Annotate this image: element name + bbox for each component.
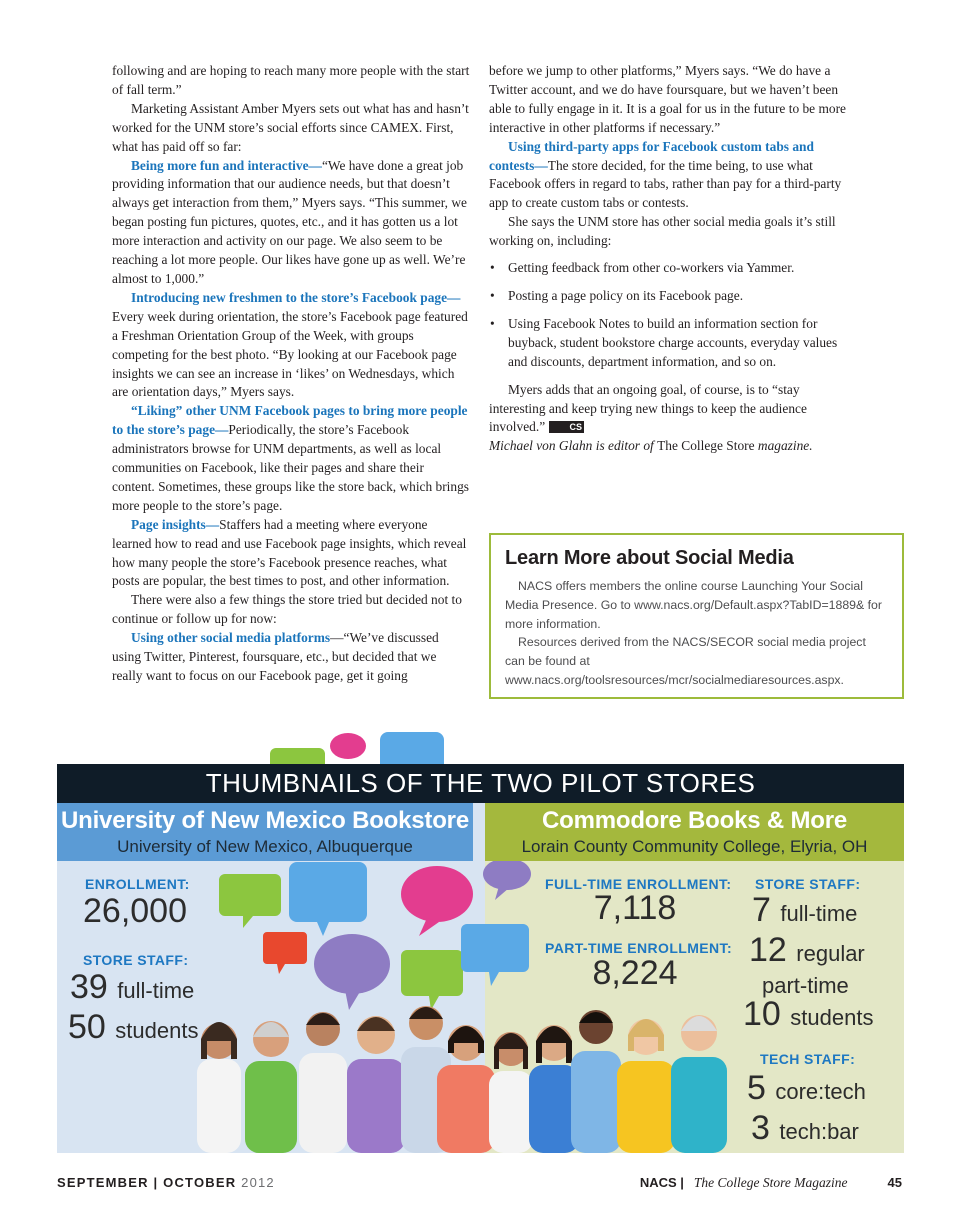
staff-students: 10 students [743, 995, 874, 1033]
paragraph: before we jump to other platforms,” Myers says. “We do have a Twitter account, and we do have foursquare, but we haven’t been able to fully engage in it. It is a goal for us in the future to be more interactive in other platforms if necessary.” [489, 63, 846, 135]
section-heading: Page insights— [131, 516, 220, 532]
enrollment-value: 26,000 [83, 892, 187, 930]
section-body: “We have done a great job providing information that our audience needs, but that doesn’t always get interaction from them,” Myers says. “This summer, we began posting fun pictures, quotes, etc., and it has gotten us a lot more interaction and activity on our page. We also seem to be reaching a lot more people. Our likes have gone up as well. We’re almost to 1,000.” [112, 157, 467, 286]
person-figure [197, 1022, 241, 1153]
section-heading: “Liking” other UNM Facebook pages to bring more people to the store’s page— [112, 403, 468, 438]
person-figure [245, 1021, 297, 1153]
section-heading: Using third-party apps for Facebook custom tabs and contests— [489, 138, 814, 173]
section-body: Staffers had a meeting where everyone learned how to read and use Facebook page insights, which reveal how many people the store’s Facebook presence reaches, what posts are popular, the best times to post, and other information. [112, 516, 467, 589]
staff-regular-parttime: 12 regular [749, 931, 865, 969]
sidebar-paragraph: NACS offers members the online course Launching Your Social Media Presence. Go to www.nacs.org/Default.aspx?TabID=1889& for more information. [505, 579, 882, 631]
parttime-enrollment-label: PART-TIME ENROLLMENT: [545, 940, 733, 956]
tech-bar: 3 tech:bar [751, 1109, 859, 1147]
speech-bubble-icon [401, 866, 473, 922]
learn-more-sidebar [489, 533, 904, 699]
store-header-commodore [485, 803, 904, 861]
tech-staff-label: TECH STAFF: [760, 1051, 856, 1067]
footer-publication [640, 1175, 902, 1191]
store-location: University of New Mexico, Albuquerque [117, 837, 413, 856]
staff-parttime-line: part-time [762, 973, 849, 998]
enrollment-label: ENROLLMENT: [85, 876, 190, 892]
page-number: 45 [887, 1175, 902, 1190]
paragraph: following and are hoping to reach many more people with the start of fall term.” [112, 63, 470, 97]
infographic-title: THUMBNAILS OF THE TWO PILOT STORES [57, 764, 904, 803]
store-staff-label: STORE STAFF: [755, 876, 861, 892]
speech-bubble-icon [289, 862, 367, 936]
list-item: • Posting a page policy on its Facebook page. [489, 287, 851, 306]
speech-bubble-icon [330, 733, 366, 759]
sidebar-paragraph: Resources derived from the NACS/SECOR social media project can be found at www.nacs.org/toolsresources/mcr/socialmediaresources.aspx. [505, 635, 866, 687]
store-name: Commodore Books & More [542, 807, 847, 834]
goals-list [489, 259, 851, 372]
speech-bubble-icon [461, 924, 529, 986]
section-paragraph [112, 402, 470, 515]
person-figure [347, 1016, 405, 1153]
list-item: • Getting feedback from other co-workers via Yammer. [489, 259, 851, 278]
speech-bubble-icon [219, 874, 281, 928]
footer-nacs: NACS | [639, 1175, 684, 1190]
person-figure [489, 1032, 533, 1153]
tech-core: 5 core:tech [747, 1069, 866, 1107]
section-body: The store decided, for the time being, to use what Facebook offers in regard to tabs, rather than pay for a third-party app to create custom tabs or contests. [489, 157, 842, 211]
speech-bubble-icon [477, 856, 537, 906]
speech-bubble-icon [314, 934, 390, 994]
section-heading: Being more fun and interactive— [131, 157, 322, 173]
paragraph: Myers adds that an ongoing goal, of course, is to “stay interesting and keep trying new things to keep the audience involved.” CS [489, 381, 807, 435]
bullet-icon: • [490, 287, 495, 303]
footer-issue-date: SEPTEMBER | OCTOBER 2012 [57, 1175, 275, 1190]
fulltime-enrollment-label: FULL-TIME ENROLLMENT: [545, 876, 732, 892]
section-heading: Using other social media platforms [131, 630, 331, 646]
end-mark-icon: CS [549, 421, 585, 433]
staff-fulltime: 7 full-time [752, 891, 858, 929]
paragraph: There were also a few things the store tried but decided not to continue or follow up for now: [112, 592, 462, 627]
pilot-stores-infographic [57, 764, 904, 1153]
article-left-column [112, 62, 470, 686]
store-location: Lorain County Community College, Elyria, OH [521, 837, 868, 856]
footer-magazine-name: The College Store Magazine [693, 1175, 848, 1190]
byline: Michael von Glahn is editor of The College Store magazine. [489, 438, 813, 454]
store-staff-label: STORE STAFF: [83, 952, 189, 968]
list-item: • Using Facebook Notes to build an information section for buyback, student bookstore charge accounts, everyday values and discounts, department information, and so on. [490, 315, 838, 369]
group-of-students-photo [187, 999, 747, 1153]
speech-bubble-icon [263, 932, 307, 974]
store-header-unm [57, 803, 473, 861]
section-body: —“We’ve discussed using Twitter, Pinterest, foursquare, etc., but decided that we really want to focus on our Facebook page, get it going [112, 630, 439, 683]
sidebar-title: Learn More about Social Media [505, 547, 794, 569]
staff-fulltime: 39 full-time [70, 968, 195, 1006]
parttime-enrollment-value: 8,224 [592, 954, 678, 992]
person-figure [437, 1025, 495, 1153]
person-figure [571, 1010, 621, 1153]
article-right-column [489, 62, 851, 456]
section-paragraph [112, 516, 470, 592]
section-paragraph [112, 157, 470, 289]
speech-bubble-icon [380, 732, 444, 768]
staff-students: 50 students [68, 1008, 199, 1046]
section-body: Periodically, the store’s Facebook administrators browse for UNM departments, as well as local communities on Facebook, like their pages and share their content. Sometimes, these groups like the store back, which brings more people to the store’s page. [112, 422, 470, 513]
paragraph: Marketing Assistant Amber Myers sets out what has and hasn’t worked for the UNM store’s social efforts since CAMEX. First, what has paid off so far: [112, 100, 469, 154]
section-paragraph [112, 629, 470, 686]
section-heading: Introducing new freshmen to the store’s Facebook page— [131, 289, 461, 305]
section-body: Every week during orientation, the store’s Facebook page featured a Freshman Orientation Group of the Week, with groups competing for the best photo. “By looking at our Facebook page insights we can see an increase in ‘likes’ on Wednesdays, which are orientation days,” Myers says. [112, 308, 468, 400]
store-name: University of New Mexico Bookstore [61, 807, 469, 834]
section-paragraph [112, 289, 470, 402]
section-paragraph [489, 138, 851, 214]
speech-bubbles-top [260, 728, 480, 768]
bullet-icon: • [490, 260, 495, 276]
fulltime-enrollment-value: 7,118 [593, 889, 677, 927]
paragraph: She says the UNM store has other social media goals it’s still working on, including: [489, 214, 836, 249]
person-figure [671, 1015, 727, 1153]
person-figure [299, 1012, 347, 1153]
person-figure [617, 1019, 675, 1153]
bullet-icon: • [490, 315, 495, 331]
